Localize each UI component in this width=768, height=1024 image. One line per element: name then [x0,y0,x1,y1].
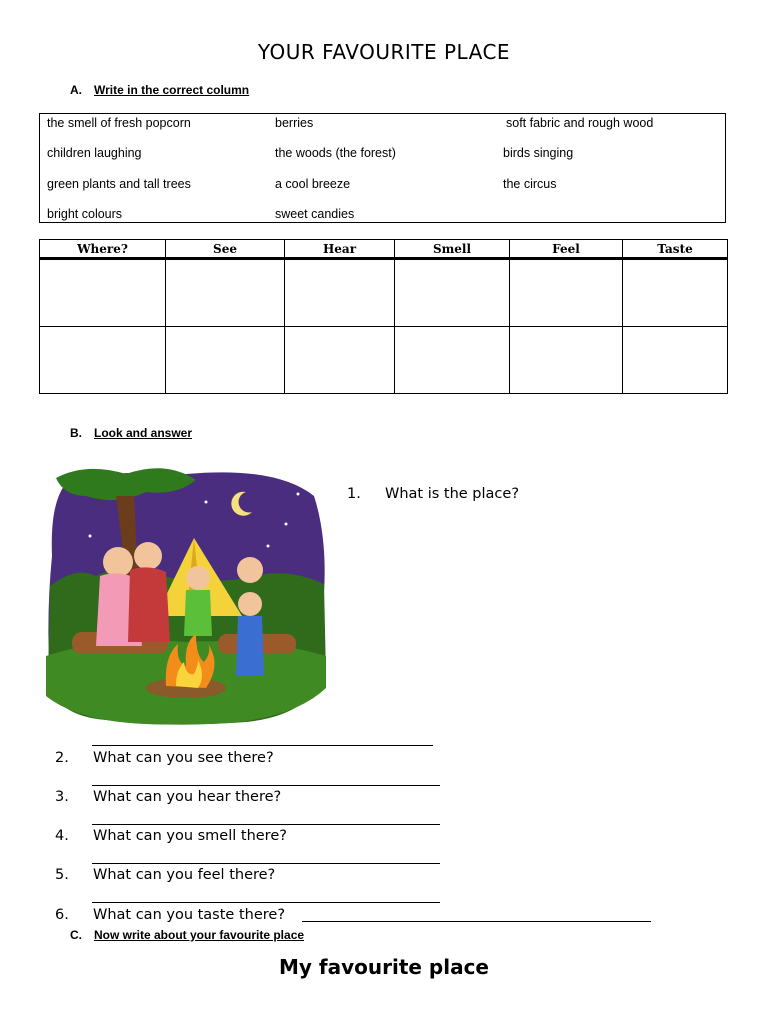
answer-line-3[interactable] [92,824,440,825]
word-bank-item: green plants and tall trees [47,177,191,191]
answer-cell[interactable] [623,259,728,327]
word-bank-item: the circus [503,177,557,191]
answer-cell[interactable] [395,259,510,327]
star-icon [285,523,288,526]
answer-cell[interactable] [166,259,285,327]
answer-cell[interactable] [166,327,285,394]
child-two [237,557,263,583]
question-number: 1. [347,486,361,502]
section-a-text: Write in the correct column [94,83,250,97]
question-text: What is the place? [385,486,520,502]
table-header-row [40,240,728,259]
answer-cell[interactable] [623,327,728,394]
section-c-letter: C. [70,928,82,942]
column-header-see: See [166,240,285,259]
section-b-heading [70,426,192,440]
word-bank-item: bright colours [47,207,123,221]
question-number: 5. [55,867,69,883]
person-mother [103,547,133,577]
answer-cell[interactable] [510,259,623,327]
question-text: What can you feel there? [93,867,276,883]
child-three [238,592,262,616]
word-bank-item: the smell of fresh popcorn [47,116,191,130]
answer-cell[interactable] [395,327,510,394]
section-a-letter: A. [70,83,82,97]
answer-cell[interactable] [285,327,395,394]
question-number: 2. [55,750,69,766]
child-three-body [236,616,264,676]
question-number: 4. [55,828,69,844]
answer-line-2[interactable] [92,785,440,786]
answer-cell[interactable] [510,327,623,394]
star-icon [297,493,300,496]
final-heading: My favourite place [278,955,489,979]
question-text: What can you see there? [93,750,274,766]
word-bank-item: berries [275,116,314,130]
question-2 [55,750,274,766]
section-b-text: Look and answer [94,426,193,440]
word-bank-box [39,113,726,223]
column-header-smell: Smell [395,240,510,259]
word-bank-item: a cool breeze [275,177,351,191]
answer-line-5[interactable] [92,902,440,903]
answer-cell[interactable] [40,259,166,327]
question-1 [347,486,519,502]
page-title: YOUR FAVOURITE PLACE [257,40,511,64]
column-header-hear: Hear [285,240,395,259]
star-icon [89,535,92,538]
word-bank-item: sweet candies [275,207,355,221]
question-text: What can you taste there? [93,907,286,923]
question-text: What can you smell there? [93,828,287,844]
senses-table [39,239,728,394]
campfire-illustration [46,466,330,728]
question-number: 3. [55,789,69,805]
child-one [186,566,210,590]
question-4 [55,828,287,844]
word-bank-item: children laughing [47,146,142,160]
answer-line-4[interactable] [92,863,440,864]
word-bank-item: birds singing [503,146,574,160]
word-bank-item: the woods (the forest) [275,146,396,160]
section-b-letter: B. [70,426,82,440]
answer-cell[interactable] [40,327,166,394]
answer-line-1[interactable] [92,745,433,746]
person-father [134,542,162,570]
section-a-heading [70,83,249,97]
column-header-taste: Taste [623,240,728,259]
word-bank-item: soft fabric and rough wood [506,116,654,130]
table-row [40,259,728,327]
star-icon [267,545,270,548]
section-c-text: Now write about your favourite place [94,928,305,942]
answer-line-6[interactable] [302,921,651,922]
question-3 [55,789,281,805]
question-number: 6. [55,907,69,923]
column-header-where: Where? [40,240,166,259]
column-header-feel: Feel [510,240,623,259]
person-father-body [128,567,170,642]
child-one-body [184,590,212,636]
question-6 [55,907,285,923]
star-icon [205,501,208,504]
table-row [40,327,728,394]
answer-cell[interactable] [285,259,395,327]
question-5 [55,867,275,883]
section-c-heading [70,928,304,942]
question-text: What can you hear there? [93,789,282,805]
